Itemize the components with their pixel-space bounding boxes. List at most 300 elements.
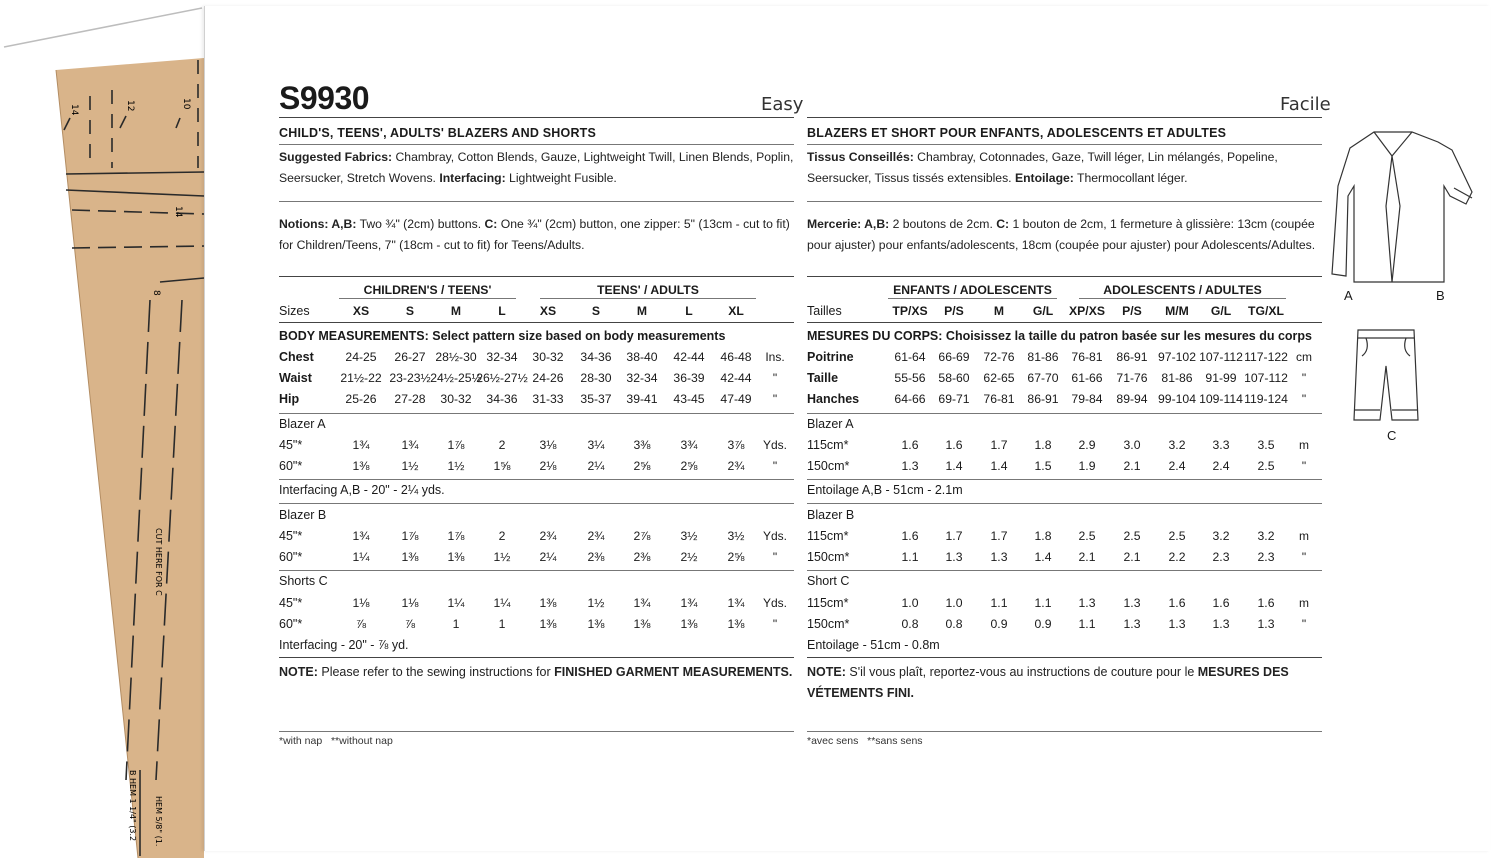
row-value-b45-fr: 1.8: [1034, 529, 1052, 543]
row-value-b45-en: 3½: [680, 529, 698, 543]
row-label-b45-fr: 115cm*: [807, 529, 849, 543]
row-value-c45-en: 1⅛: [352, 596, 370, 610]
body-measurements-fr: [807, 329, 1312, 343]
size-group-1-rule-fr: [888, 298, 1057, 299]
row-value-b45-en: 2¾: [587, 529, 605, 543]
interfacing-c-fr: Entoilage - 51cm - 0.8m: [807, 638, 940, 652]
row-value-b60-en: 2⅝: [727, 550, 745, 564]
row-value-chest-fr: 72-76: [983, 350, 1015, 364]
row-value-waist-fr: 91-99: [1205, 371, 1237, 385]
row-value-hip-en: 31-33: [532, 392, 564, 406]
row-value-waist-en: 24-26: [532, 371, 564, 385]
body-measurements-en: [279, 329, 725, 343]
size-group-1-rule-en: [339, 298, 516, 299]
tissue-cut-note: CUT HERE FOR C: [154, 528, 163, 596]
size-group-2-rule-fr: [1079, 298, 1286, 299]
row-unit-b60-fr: ": [1301, 550, 1307, 564]
size-header-fr: TG/XL: [1248, 304, 1284, 318]
row-value-c60-fr: 0.8: [901, 617, 919, 631]
tissue-mark-12: 12: [125, 100, 135, 112]
size-group-2-fr: ADOLESCENTS / ADULTES: [1103, 283, 1262, 297]
row-unit-waist-fr: ": [1301, 371, 1307, 385]
row-value-waist-fr: 71-76: [1116, 371, 1148, 385]
footnote-rule-fr: [807, 731, 1322, 732]
row-label-a45-en: 45"*: [279, 438, 303, 452]
row-value-waist-en: 21½-22: [340, 371, 382, 385]
row-value-b60-en: 1⅜: [447, 550, 465, 564]
size-header-fr: TP/XS: [892, 304, 928, 318]
tissue-hem-c: HEM 5/8" (1.: [154, 796, 163, 847]
interfacing-ab-en: Interfacing A,B - 20" - 2¼ yds.: [279, 483, 445, 497]
row-value-c60-fr: 1.3: [1168, 617, 1186, 631]
row-value-a45-en: 3⅛: [539, 438, 557, 452]
row-label-chest-en: Chest: [279, 350, 314, 364]
row-value-c60-en: 1: [498, 617, 506, 631]
row-label-waist-en: Waist: [279, 371, 312, 385]
body-measurements-text-fr: Choisissez la taille du patron basée sur les mesures du corps: [942, 329, 1313, 343]
row-value-hip-fr: 76-81: [983, 392, 1015, 406]
note-label-fr: NOTE:: [807, 665, 846, 679]
row-value-chest-en: 30-32: [532, 350, 564, 364]
row-value-a60-en: 1½: [401, 459, 419, 473]
row-value-a45-fr: 2.9: [1078, 438, 1096, 452]
row-value-chest-en: 26-27: [394, 350, 426, 364]
body-measurements-text-en: Select pattern size based on body measurements: [428, 329, 726, 343]
row-label-c60-fr: 150cm*: [807, 617, 850, 631]
row-unit-b60-en: ": [772, 550, 778, 564]
row-value-waist-fr: 55-56: [894, 371, 926, 385]
row-value-chest-en: 34-36: [580, 350, 612, 364]
row-value-hip-en: 39-41: [626, 392, 658, 406]
row-value-c60-en: 1⅜: [633, 617, 651, 631]
notions-rule-fr: [807, 276, 1322, 277]
notions-en: [279, 214, 794, 256]
row-value-b60-fr: 2.1: [1123, 550, 1141, 564]
row-value-b45-fr: 2.5: [1123, 529, 1141, 543]
interfacing-text-fr: Thermocollant léger.: [1073, 171, 1188, 185]
note-text-en: Please refer to the sewing instructions for: [317, 665, 555, 679]
note-bold-fr: MESURES DES VÉTEMENTS FINI.: [807, 665, 1289, 700]
tissue-hem-b: B HEM 1 1/4" (3.2: [128, 770, 137, 842]
size-header-en: L: [498, 304, 506, 318]
row-value-c45-en: 1⅜: [539, 596, 557, 610]
row-unit-hip-fr: ": [1301, 392, 1307, 406]
body-rule-en: [279, 413, 794, 414]
style-number: S9930: [279, 80, 370, 116]
row-label-c45-en: 45"*: [279, 596, 303, 610]
row-value-waist-en: 42-44: [720, 371, 752, 385]
row-value-c60-fr: 0.8: [945, 617, 963, 631]
notions-text2-fr: 1 bouton de 2cm, 1 fermeture à glissière: 13cm (coupée pour ajuster) pour enfants/adolescents, 18cm (coupée pour ajuster) pour Adolescents/Adultes.: [807, 217, 1316, 252]
row-value-waist-fr: 67-70: [1027, 371, 1059, 385]
row-value-c60-fr: 1.1: [1078, 617, 1096, 631]
interfacing-label-fr: Entoilage:: [1014, 171, 1074, 185]
size-group-2-en: TEENS' / ADULTS: [597, 283, 699, 297]
size-header-en: XS: [539, 304, 557, 318]
row-value-b45-en: 2¾: [539, 529, 557, 543]
notions-c-fr: C:: [996, 217, 1010, 231]
row-label-a45-fr: 115cm*: [807, 438, 849, 452]
row-label-b60-en: 60"*: [279, 550, 303, 564]
row-value-a60-en: 1⅝: [493, 459, 511, 473]
row-value-c45-en: 1¼: [447, 596, 465, 610]
row-value-c60-en: 1⅜: [539, 617, 557, 631]
row-value-c45-fr: 1.0: [901, 596, 919, 610]
interfacing-ab-rule-fr: [807, 503, 1322, 504]
row-value-c45-fr: 1.0: [945, 596, 963, 610]
row-value-b45-fr: 2.5: [1078, 529, 1096, 543]
row-value-c45-fr: 1.6: [1212, 596, 1230, 610]
row-value-b60-en: 2¼: [539, 550, 557, 564]
row-label-hip-en: Hip: [279, 392, 300, 406]
row-value-b45-en: 1⅞: [447, 529, 465, 543]
row-value-chest-fr: 76-81: [1071, 350, 1103, 364]
note-text-fr: S'il vous plaît, reportez-vous au instructions de couture pour le: [845, 665, 1198, 679]
row-value-a45-en: 3⅞: [727, 438, 745, 452]
blazer-illustration: [1326, 126, 1482, 306]
row-value-b45-en: 2: [498, 529, 506, 543]
size-header-fr: XP/XS: [1069, 304, 1105, 318]
row-value-c60-en: ⅞: [404, 617, 416, 631]
notions-rule-en: [279, 276, 794, 277]
row-value-a45-en: 2: [498, 438, 506, 452]
notions-text1-en: Two ¾" (2cm) buttons.: [356, 217, 485, 231]
row-value-c45-en: 1½: [587, 596, 605, 610]
row-value-c45-fr: 1.1: [1034, 596, 1052, 610]
notions-label-en: Notions: A,B:: [279, 217, 357, 231]
row-value-a45-en: 3¼: [587, 438, 605, 452]
row-value-hip-en: 47-49: [720, 392, 752, 406]
row-label-c45-fr: 115cm*: [807, 596, 849, 610]
size-header-fr: P/S: [944, 304, 964, 318]
footnote-fr: *avec sens **sans sens: [807, 735, 923, 747]
title-en: CHILD'S, TEENS', ADULTS' BLAZERS AND SHORTS: [279, 126, 597, 140]
illustration-label-c: C: [1387, 428, 1397, 443]
size-header-en: S: [591, 304, 601, 318]
fabrics-text-en: Chambray, Cotton Blends, Gauze, Lightweight Twill, Linen Blends, Poplin, Seersucker, Stretch Wovens.: [279, 150, 794, 185]
interfacing-ab-fr: Entoilage A,B - 51cm - 2.1m: [807, 483, 963, 497]
row-value-b60-fr: 1.1: [901, 550, 919, 564]
fabrics-rule-en: [279, 201, 794, 202]
blazer-a-label-fr: Blazer A: [807, 417, 854, 431]
row-label-chest-fr: Poitrine: [807, 350, 854, 364]
row-label-b60-fr: 150cm*: [807, 550, 850, 564]
row-unit-chest-en: Ins.: [765, 350, 785, 364]
row-value-b60-fr: 1.4: [1034, 550, 1052, 564]
sizes-rule-en: [279, 322, 794, 323]
notions-fr: [807, 214, 1322, 256]
tissue-mark-14b: 14: [173, 206, 183, 218]
header-rule-en: [279, 117, 794, 118]
row-value-hip-en: 25-26: [345, 392, 377, 406]
row-value-a60-fr: 2.4: [1168, 459, 1186, 473]
row-value-c45-en: 1¾: [680, 596, 698, 610]
row-value-a45-fr: 3.3: [1212, 438, 1230, 452]
interfacing-label-en: Interfacing:: [439, 171, 506, 185]
row-unit-a60-fr: ": [1301, 459, 1307, 473]
row-value-c60-fr: 1.3: [1257, 617, 1275, 631]
row-value-waist-fr: 61-66: [1071, 371, 1103, 385]
size-header-fr: G/L: [1032, 304, 1054, 318]
size-group-2-rule-en: [540, 298, 756, 299]
row-value-chest-en: 46-48: [720, 350, 752, 364]
row-value-b60-en: 2⅜: [587, 550, 605, 564]
row-value-b45-fr: 2.5: [1168, 529, 1186, 543]
sizes-label-fr: Tailles: [807, 304, 842, 318]
size-header-fr: M/M: [1165, 304, 1189, 318]
notions-text2-en: One ¾" (2cm) button, one zipper: 5" (13cm - cut to fit) for Children/Teens, 7" (18cm - cut to fit) for Teens/Adults.: [279, 217, 790, 252]
header-rule-fr: [807, 117, 1322, 118]
row-value-waist-en: 28-30: [580, 371, 612, 385]
row-value-b60-en: 2½: [680, 550, 698, 564]
row-value-b45-en: 1⅞: [401, 529, 419, 543]
row-value-hip-en: 43-45: [673, 392, 705, 406]
row-unit-waist-en: ": [772, 371, 778, 385]
row-value-b60-fr: 1.3: [945, 550, 963, 564]
row-label-a60-fr: 150cm*: [807, 459, 850, 473]
row-value-a45-en: 3⅜: [633, 438, 651, 452]
row-value-b60-fr: 2.3: [1212, 550, 1230, 564]
sizes-label-en: Sizes: [279, 304, 310, 318]
row-unit-b45-fr: m: [1299, 529, 1309, 543]
row-value-b45-en: 2⅞: [633, 529, 651, 543]
row-value-c45-en: 1¾: [633, 596, 651, 610]
row-unit-chest-fr: cm: [1296, 350, 1312, 364]
size-group-1-en: CHILDREN'S / TEENS': [363, 283, 492, 297]
row-value-b60-en: 1⅜: [401, 550, 419, 564]
size-header-en: L: [685, 304, 693, 318]
fabrics-label-fr: Tissus Conseillés:: [807, 150, 914, 164]
note-label-en: NOTE:: [279, 665, 318, 679]
row-value-chest-en: 28½-30: [435, 350, 477, 364]
illustration-label-a: A: [1344, 288, 1353, 303]
row-unit-c60-en: ": [772, 617, 778, 631]
row-value-a60-en: 1½: [447, 459, 465, 473]
row-value-c60-en: 1⅜: [587, 617, 605, 631]
footnote-en: *with nap **without nap: [279, 735, 393, 747]
row-value-waist-en: 32-34: [626, 371, 658, 385]
note-bold-en: FINISHED GARMENT MEASUREMENTS.: [554, 665, 793, 679]
row-unit-hip-en: ": [772, 392, 778, 406]
row-unit-c45-fr: m: [1299, 596, 1309, 610]
row-value-b60-en: 1½: [493, 550, 511, 564]
row-value-waist-fr: 81-86: [1161, 371, 1193, 385]
row-value-a45-fr: 1.7: [990, 438, 1008, 452]
row-value-b60-fr: 1.3: [990, 550, 1008, 564]
row-value-b45-en: 1¾: [352, 529, 370, 543]
row-unit-b45-en: Yds.: [762, 529, 787, 543]
row-value-a60-fr: 1.4: [990, 459, 1008, 473]
row-value-c45-fr: 1.3: [1078, 596, 1096, 610]
row-value-hip-fr: 109-114: [1199, 392, 1243, 406]
fabrics-en: [279, 147, 794, 189]
row-value-b60-en: 1¼: [352, 550, 370, 564]
row-value-a60-fr: 1.4: [945, 459, 963, 473]
row-value-chest-en: 42-44: [673, 350, 705, 364]
row-label-a60-en: 60"*: [279, 459, 303, 473]
row-unit-a45-en: Yds.: [762, 438, 787, 452]
row-value-a60-fr: 1.3: [901, 459, 919, 473]
row-value-a60-en: 1⅜: [352, 459, 370, 473]
fabrics-rule-fr: [807, 201, 1322, 202]
size-group-1-fr: ENFANTS / ADOLESCENTS: [893, 283, 1052, 297]
row-value-c60-en: 1⅜: [727, 617, 745, 631]
blazer-b-label-en: Blazer B: [279, 508, 327, 522]
row-value-chest-fr: 97-102: [1158, 350, 1196, 364]
row-value-b45-fr: 1.7: [990, 529, 1008, 543]
blazer-b-rule-fr: [807, 570, 1322, 571]
notions-c-en: C:: [484, 217, 498, 231]
row-value-b60-fr: 2.1: [1078, 550, 1096, 564]
size-header-en: XL: [728, 304, 744, 318]
footnote-rule-en: [279, 731, 794, 732]
row-label-b45-en: 45"*: [279, 529, 303, 543]
row-value-b45-fr: 1.7: [945, 529, 963, 543]
body-measurements-label-en: BODY MEASUREMENTS:: [279, 329, 429, 343]
fabrics-fr: [807, 147, 1322, 189]
row-value-a45-fr: 1.6: [945, 438, 963, 452]
row-value-a60-en: 2⅝: [633, 459, 651, 473]
row-value-waist-en: 24½-25½: [430, 371, 482, 385]
row-value-a60-fr: 2.4: [1212, 459, 1230, 473]
row-value-hip-en: 30-32: [440, 392, 472, 406]
row-value-a60-fr: 1.5: [1034, 459, 1052, 473]
row-value-a60-en: 2¼: [587, 459, 605, 473]
row-value-a45-fr: 3.5: [1257, 438, 1275, 452]
row-value-a45-en: 3¾: [680, 438, 698, 452]
row-value-b45-fr: 3.2: [1257, 529, 1275, 543]
row-value-a45-fr: 3.0: [1123, 438, 1141, 452]
row-value-hip-fr: 79-84: [1071, 392, 1103, 406]
interfacing-c-rule-fr: [807, 657, 1322, 658]
row-value-c45-fr: 1.6: [1168, 596, 1186, 610]
row-value-c60-en: ⅞: [355, 617, 367, 631]
title-rule-fr: [807, 144, 1322, 145]
tissue-mark-8: 8: [151, 290, 161, 296]
row-value-b60-en: 2⅜: [633, 550, 651, 564]
row-value-c60-en: 1: [452, 617, 460, 631]
row-unit-a45-fr: m: [1299, 438, 1309, 452]
row-value-chest-fr: 66-69: [938, 350, 970, 364]
row-value-hip-fr: 119-124: [1244, 392, 1288, 406]
fabrics-label-en: Suggested Fabrics:: [279, 150, 393, 164]
row-value-a60-en: 2⅛: [539, 459, 557, 473]
row-value-chest-en: 38-40: [626, 350, 658, 364]
interfacing-c-en: Interfacing - 20" - ⅞ yd.: [279, 638, 409, 652]
size-header-en: M: [636, 304, 648, 318]
row-value-c45-fr: 1.1: [990, 596, 1008, 610]
row-label-hip-fr: Hanches: [807, 392, 860, 406]
row-value-chest-fr: 107-112: [1199, 350, 1243, 364]
title-rule-en: [279, 144, 794, 145]
row-value-chest-en: 32-34: [486, 350, 518, 364]
row-value-b45-en: 3½: [727, 529, 745, 543]
row-label-waist-fr: Taille: [807, 371, 839, 385]
size-header-en: S: [405, 304, 415, 318]
shorts-c-label-fr: Short C: [807, 574, 850, 588]
row-value-b45-fr: 3.2: [1212, 529, 1230, 543]
row-value-a60-en: 2¾: [727, 459, 745, 473]
row-value-c60-fr: 1.3: [1123, 617, 1141, 631]
body-measurements-label-fr: MESURES DU CORPS:: [807, 329, 943, 343]
row-value-hip-en: 27-28: [394, 392, 426, 406]
row-value-hip-en: 35-37: [580, 392, 612, 406]
shorts-illustration: [1352, 326, 1420, 426]
size-header-fr: P/S: [1122, 304, 1142, 318]
row-value-hip-fr: 69-71: [938, 392, 970, 406]
row-unit-c45-en: Yds.: [762, 596, 787, 610]
title-fr: BLAZERS ET SHORT POUR ENFANTS, ADOLESCENTS ET ADULTES: [807, 126, 1227, 140]
row-label-c60-en: 60"*: [279, 617, 303, 631]
blazer-a-label-en: Blazer A: [279, 417, 326, 431]
row-value-b60-fr: 2.3: [1257, 550, 1275, 564]
size-header-fr: M: [993, 304, 1005, 318]
sizes-rule-fr: [807, 322, 1322, 323]
row-value-c45-fr: 1.3: [1123, 596, 1141, 610]
row-value-c45-en: 1¾: [727, 596, 745, 610]
row-value-a60-fr: 2.5: [1257, 459, 1275, 473]
row-value-a45-fr: 1.8: [1034, 438, 1052, 452]
row-value-a45-fr: 1.6: [901, 438, 919, 452]
interfacing-text-en: Lightweight Fusible.: [505, 171, 617, 185]
row-value-waist-fr: 62-65: [983, 371, 1015, 385]
shorts-c-label-en: Shorts C: [279, 574, 328, 588]
blazer-a-rule-en: [279, 479, 794, 480]
row-value-b45-fr: 1.6: [901, 529, 919, 543]
tissue-mark-10: 10: [181, 98, 191, 110]
difficulty-level-fr: Facile: [1280, 94, 1331, 115]
fabrics-text-fr: Chambray, Cotonnades, Gaze, Twill léger, Lin mélangés, Popeline, Seersucker, Tissus tissés extensibles.: [807, 150, 1278, 185]
row-value-c45-en: 1¼: [493, 596, 511, 610]
row-value-a45-en: 1¾: [401, 438, 419, 452]
row-value-hip-fr: 64-66: [894, 392, 926, 406]
row-value-waist-en: 23-23½: [389, 371, 431, 385]
row-value-chest-fr: 81-86: [1027, 350, 1059, 364]
size-header-en: M: [450, 304, 462, 318]
row-value-c60-fr: 0.9: [990, 617, 1008, 631]
row-value-c60-fr: 1.3: [1212, 617, 1230, 631]
note-en: [279, 662, 794, 683]
interfacing-ab-rule-en: [279, 503, 794, 504]
row-value-hip-fr: 99-104: [1158, 392, 1196, 406]
row-value-hip-en: 34-36: [486, 392, 518, 406]
row-value-c60-fr: 0.9: [1034, 617, 1052, 631]
row-value-waist-fr: 107-112: [1244, 371, 1288, 385]
row-value-c45-fr: 1.6: [1257, 596, 1275, 610]
row-value-hip-fr: 89-94: [1116, 392, 1148, 406]
row-value-waist-fr: 58-60: [938, 371, 970, 385]
row-value-a45-en: 1⅞: [447, 438, 465, 452]
row-value-chest-fr: 86-91: [1116, 350, 1148, 364]
row-value-hip-fr: 86-91: [1027, 392, 1059, 406]
size-header-en: XS: [352, 304, 370, 318]
row-value-a45-fr: 3.2: [1168, 438, 1186, 452]
blazer-a-rule-fr: [807, 479, 1322, 480]
row-value-waist-en: 26½-27½: [476, 371, 528, 385]
row-value-c60-en: 1⅜: [680, 617, 698, 631]
size-header-fr: G/L: [1210, 304, 1232, 318]
row-value-a60-fr: 1.9: [1078, 459, 1096, 473]
row-unit-c60-fr: ": [1301, 617, 1307, 631]
tissue-mark-14: 14: [69, 104, 79, 116]
body-rule-fr: [807, 413, 1322, 414]
row-value-b60-fr: 2.2: [1168, 550, 1186, 564]
row-value-a60-en: 2⅝: [680, 459, 698, 473]
notions-label-fr: Mercerie: A,B:: [807, 217, 890, 231]
row-value-a60-fr: 2.1: [1123, 459, 1141, 473]
row-value-a45-en: 1¾: [352, 438, 370, 452]
blazer-b-rule-en: [279, 570, 794, 571]
